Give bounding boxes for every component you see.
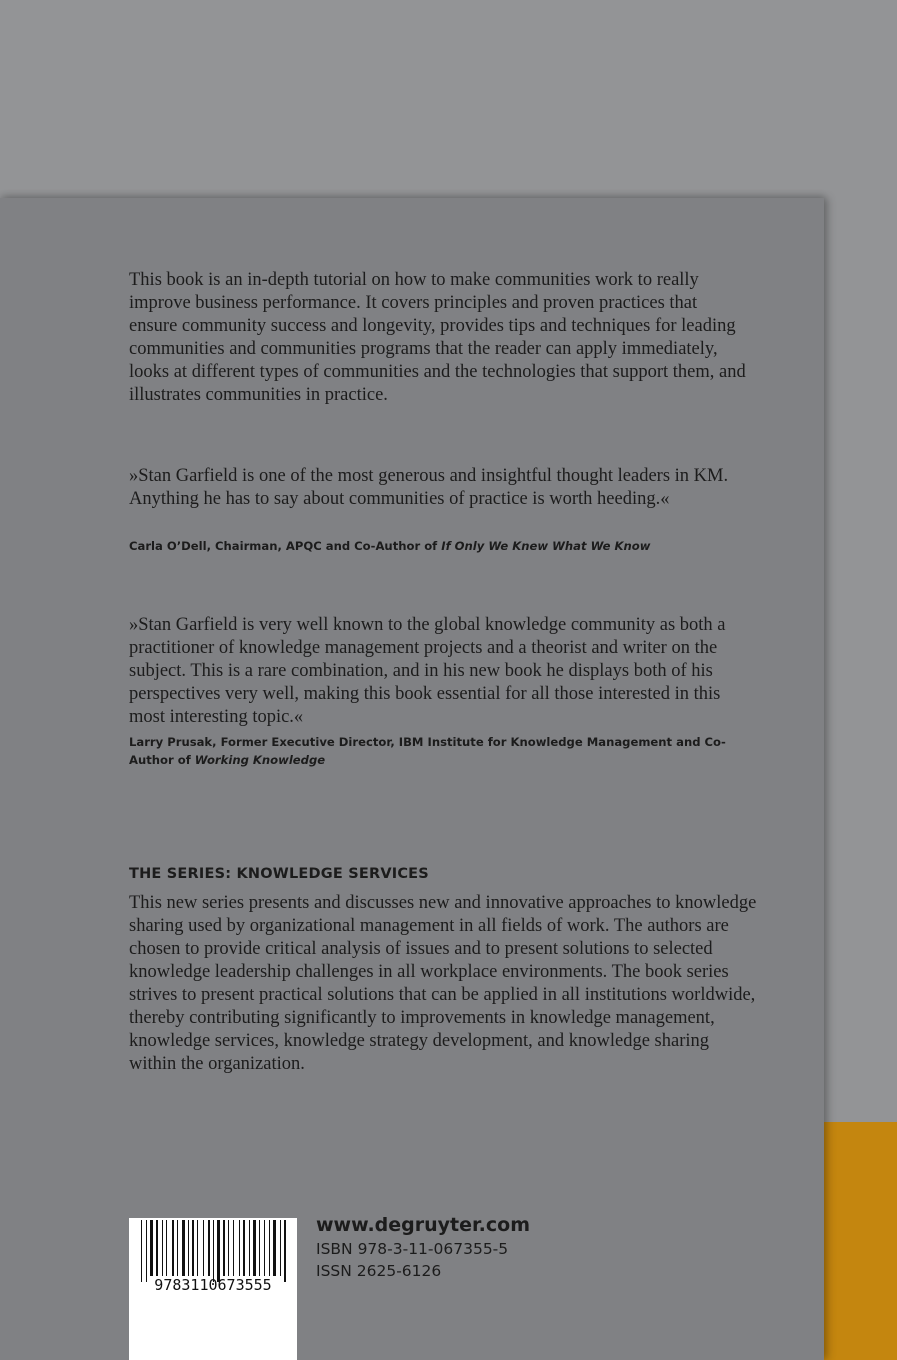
barcode-bar — [259, 1220, 260, 1276]
book-description: This book is an in-depth tutorial on how to make communities work to really improve business performance. It covers principles and proven practices that ensure community success and longevity, provides tips and techniques for leading communities and communities programs that the reader can apply immediately, looks at different types of communities and the technologies that support them, and illustrates communities in practice. — [129, 270, 746, 405]
barcode-bar — [264, 1220, 265, 1276]
gold-accent-band — [824, 1122, 897, 1360]
barcode-bar — [150, 1220, 153, 1276]
barcode-bar — [192, 1220, 194, 1276]
quote-1-author: Carla O’Dell, Chairman, APQC and Co-Author of — [129, 539, 442, 553]
barcode-bar — [243, 1220, 245, 1276]
quote-2-author: Larry Prusak, Former Executive Director, IBM Institute for Knowledge Management and Co-Author of — [129, 735, 726, 767]
quote-1-attribution — [129, 537, 769, 555]
barcode-bar — [269, 1220, 270, 1276]
quote-2-text: »Stan Garfield is very well known to the global knowledge community as both a practitioner of knowledge management projects and a theorist and writer on the subject. This is a rare combination, and in his new book he displays both of his perspectives very well, making this book essential for all those interested in this most interesting topic.« — [129, 615, 726, 727]
barcode-bar — [233, 1220, 234, 1276]
barcode-bar — [162, 1220, 163, 1276]
barcode-bar — [203, 1220, 204, 1276]
isbn-number: ISBN 978-3-11-067355-5 — [316, 1240, 509, 1258]
quote-2-work-title: Working Knowledge — [194, 753, 326, 767]
barcode-bar — [156, 1220, 158, 1276]
barcode-graphic — [129, 1218, 297, 1360]
publisher-url: www.degruyter.com — [316, 1214, 530, 1236]
barcode-bar — [213, 1220, 214, 1282]
series-description: This new series presents and discusses new and innovative approaches to knowledge sharing used by organizational management in all fields of work. The authors are chosen to provide critical analysis of issues and to present solutions to selected knowledge leadership challenges in all workplace environments. The book series strives to present practical solutions that can be applied in all institutions worldwide, thereby contributing significantly to improvements in knowledge management, knowledge services, knowledge strategy development, and knowledge sharing within the organization. — [129, 893, 757, 1074]
barcode-bar — [253, 1220, 256, 1276]
barcode-bar — [172, 1220, 174, 1276]
barcode-bar — [141, 1220, 142, 1282]
barcode-bar — [273, 1220, 276, 1276]
barcode-bar — [217, 1220, 220, 1282]
barcode-bar — [177, 1220, 178, 1276]
barcode-bar — [223, 1220, 225, 1276]
barcode-bar — [280, 1220, 281, 1276]
barcode-bar — [166, 1220, 167, 1276]
barcode-bar — [249, 1220, 250, 1276]
barcode-bar — [208, 1220, 210, 1276]
issn-number: ISSN 2625-6126 — [316, 1262, 442, 1280]
barcode-digits: 9783110673555 — [154, 1276, 272, 1294]
barcode-bar — [197, 1220, 198, 1276]
barcode-bar — [188, 1220, 189, 1276]
quote-2-attribution — [129, 733, 749, 769]
quote-1-work-title: If Only We Knew What We Know — [441, 539, 651, 553]
barcode-bar — [228, 1220, 229, 1276]
barcode-bar — [182, 1220, 185, 1276]
barcode-bar — [146, 1220, 147, 1282]
barcode-bar — [284, 1220, 286, 1282]
barcode-bar — [239, 1220, 240, 1276]
isbn-barcode — [129, 1218, 297, 1360]
quote-1-text: »Stan Garfield is one of the most generous and insightful thought leaders in KM. Anything he has to say about communities of practice is worth heeding.« — [129, 466, 729, 509]
series-heading: THE SERIES: KNOWLEDGE SERVICES — [129, 866, 429, 882]
